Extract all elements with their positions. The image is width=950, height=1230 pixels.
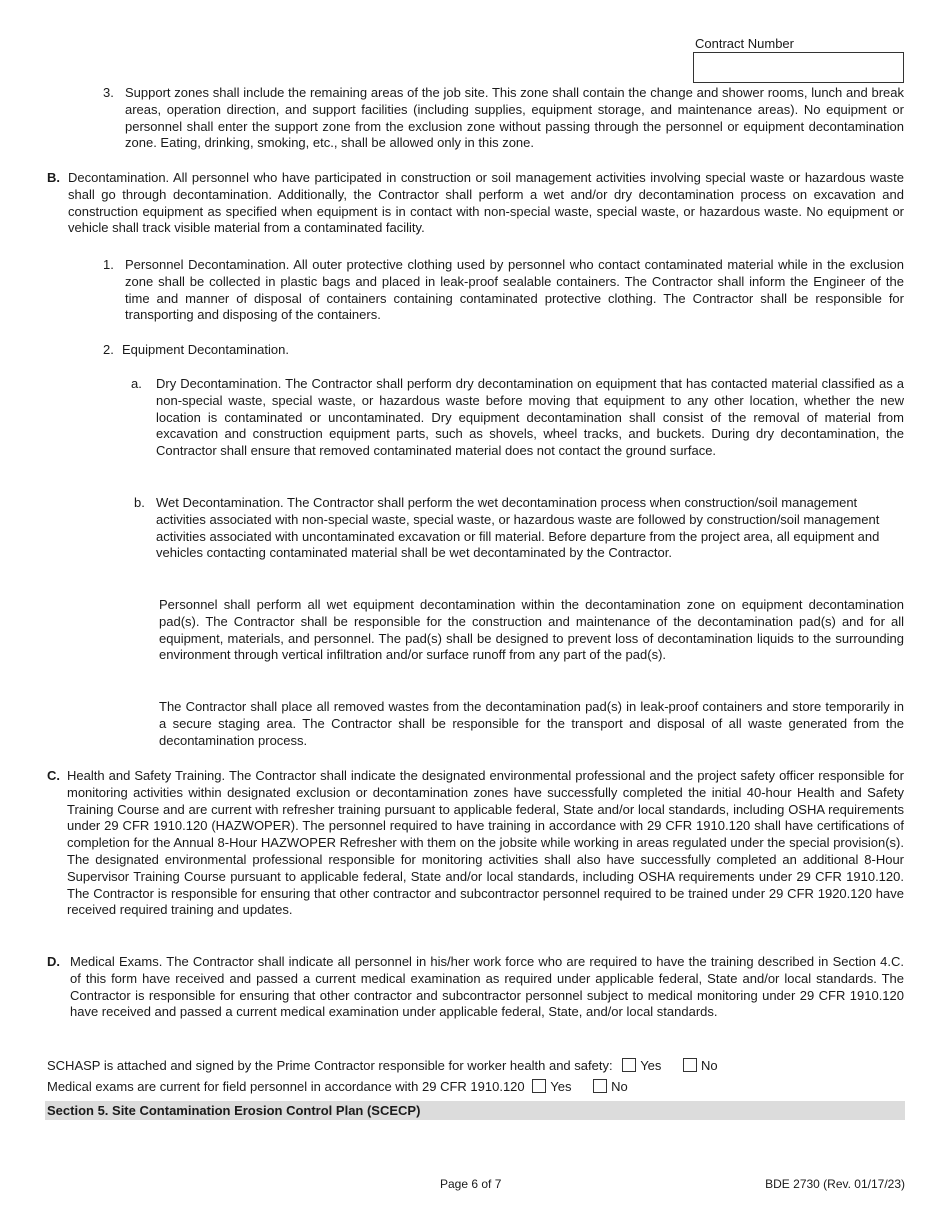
schasp-check-row (47, 1058, 718, 1075)
schasp-no-label: No (701, 1058, 718, 1073)
support-zone-text: Support zones shall include the remaining areas of the job site. This zone shall contain the change and shower rooms, lunch and break areas, operation direction, and support facilities (including supplies, equipment storage, and maintenance areas). No equipment or personnel shall enter the support zone from the exclusion zone without passing through the personnel or equipment decontamination zone. Eating, drinking, smoking, etc., shall be allowed only in this zone. (125, 85, 904, 151)
dry-decon-text: Dry Decontamination. The Contractor shall perform dry decontamination on equipment that has contacted material classified as a non-special waste, special waste, or hazardous waste before moving that equipment to any other location, whether the new location is contaminated or uncontaminated. Dry equipment decontamination shall consist of the removal of material from excavation and construction equipment parts, such as shovels, wheel tracks, and buckets. During dry decontamination, the Contractor shall ensure that removed contaminated material does not contact the ground surface. (156, 376, 904, 459)
item-marker: a. (131, 376, 142, 391)
section-b-marker: B. (47, 170, 60, 185)
section-d (47, 954, 904, 1021)
wet-decon-waste-paragraph: The Contractor shall place all removed wastes from the decontamination pad(s) in leak-proof containers and store temporarily in a secure staging area. The Contractor shall be responsible for the transport and disposal of all waste generated from the decontamination process. (159, 699, 904, 748)
medical-check-row (47, 1079, 628, 1096)
personnel-decon-text: Personnel Decontamination. All outer protective clothing used by personnel who contact contaminated material while in the exclusion zone shall be collected in plastic bags and placed in leak-proof sealable containers. The Contractor shall inform the Engineer of the time and manner of disposal of containers containing contaminated protective clothing. The Contractor shall be responsible for transporting and disposing of the containers. (125, 257, 904, 323)
section-c-text: Health and Safety Training. The Contractor shall indicate the designated environmental professional and the project safety officer responsible for monitoring activities within designated exclusion or decontamination zones have successfully completed the initial 40-hour Health and Safety Training Course and are current with refresher training pursuant to applicable federal, State and/or local standards, including OSHA requirements under 29 CFR 1910.120 (HAZWOPER). The personnel required to have training in accordance with 29 CFR 1910.120 shall have certifications of completion for the Annual 8-Hour HAZWOPER Refresher with them on the jobsite while working in areas regulated under the special provision(s). The designated environmental professional responsible for monitoring activities shall also have successfully completed an additional 8-Hour Supervisor Training Course pursuant to applicable federal, State and/or local standards, including OSHA requirements under 29 CFR 1910.120. The Contractor is responsible for ensuring that other contractor and subcontractor personnel required to be trained under 29 CFR 1920.120 have received required training and updates. (67, 768, 904, 918)
wet-decon-pad-paragraph: Personnel shall perform all wet equipment decontamination within the decontamination zone on equipment decontamination pad(s). The Contractor shall be responsible for the construction and maintenance of the decontamination pad(s) and for all equipment, materials, and personnel. The pad(s) shall be designed to prevent loss of decontamination liquids to the surrounding environment through vertical infiltration and/or surface runoff from any part of the pad(s). (159, 597, 904, 663)
item-marker: 1. (103, 257, 114, 272)
personnel-decon-item (103, 257, 904, 324)
item-marker: 2. (103, 342, 114, 357)
equipment-decon-item (103, 342, 904, 359)
section-b (47, 170, 904, 237)
section-b-text: Decontamination. All personnel who have participated in construction or soil management activities involving special waste or hazardous waste shall go through decontamination. Additionally, the Contractor shall perform a wet and/or dry decontamination process on excavation and construction equipment as specified when equipment is in contact with non-special waste, special waste, or hazardous waste. No equipment or vehicle shall track visible material from a contaminated facility. (68, 170, 904, 236)
medical-no-label: No (611, 1079, 628, 1094)
medical-question: Medical exams are current for field personnel in accordance with 29 CFR 1910.120 (47, 1079, 525, 1094)
schasp-no-checkbox[interactable] (683, 1058, 697, 1072)
section-d-text: Medical Exams. The Contractor shall indicate all personnel in his/her work force who are required to have the training described in Section 4.C. of this form have received and passed a current medical examination as required under applicable federal, State and/or local standards. The Contractor is responsible for ensuring that other contractor and subcontractor personnel subject to medical monitoring under 29 CFR 1910.120 have received and passed a current medical examination under applicable federal, State, and/or local standards. (70, 954, 904, 1020)
wet-decon-item (134, 495, 904, 562)
equipment-decon-text: Equipment Decontamination. (122, 342, 289, 357)
dry-decon-item (131, 376, 904, 460)
section-5-heading: Section 5. Site Contamination Erosion Control Plan (SCECP) (45, 1101, 905, 1120)
section-d-marker: D. (47, 954, 60, 969)
section-c-marker: C. (47, 768, 60, 783)
schasp-yes-checkbox[interactable] (622, 1058, 636, 1072)
medical-yes-checkbox[interactable] (532, 1079, 546, 1093)
form-id: BDE 2730 (Rev. 01/17/23) (765, 1177, 905, 1191)
page-number: Page 6 of 7 (440, 1177, 502, 1191)
medical-yes-label: Yes (550, 1079, 572, 1094)
item-marker: 3. (103, 85, 114, 100)
support-zone-item (103, 85, 904, 152)
schasp-question: SCHASP is attached and signed by the Prime Contractor responsible for worker health and safety: (47, 1058, 613, 1073)
section-c (47, 768, 904, 919)
item-marker: b. (134, 495, 145, 510)
schasp-yes-label: Yes (640, 1058, 662, 1073)
medical-no-checkbox[interactable] (593, 1079, 607, 1093)
contract-number-label: Contract Number (695, 36, 794, 51)
wet-decon-text: Wet Decontamination. The Contractor shall perform the wet decontamination process when construction/soil management activities associated with non-special waste, special waste, or hazardous waste are followed by construction/soil management activities associated with uncontaminated excavation or fill material. Before departure from the project area, all equipment and vehicles contacting contaminated material shall be wet decontaminated by the Contractor. (156, 495, 880, 561)
contract-number-field[interactable] (693, 52, 904, 83)
